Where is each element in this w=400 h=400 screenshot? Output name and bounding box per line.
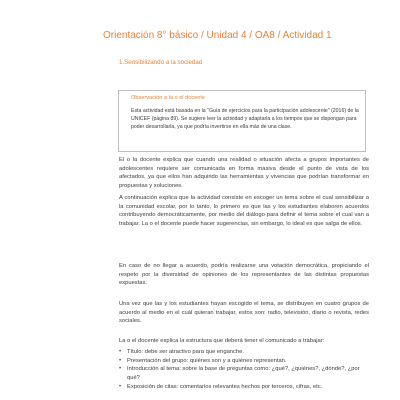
bullet-icon: • [119,383,122,390]
observation-text: Esta actividad está basada en la "Guía de ejercicios para la participación adolescente" (2016) de la UNICEF (página 89). Se sugiere leer la actividad y adaptarla a los tiempos que se dispongan para poder desarrollarla, ya que podría invertirse en ella más de una clase. [131,108,359,130]
paragraph-structure: La o el docente explica la estructura que deberá tener el comunicado a trabajar: [119,338,325,344]
bullet-icon: • [119,366,122,373]
teacher-observation-box [118,90,366,152]
bullet-icon: • [119,357,122,364]
bullet-icon: • [119,349,122,355]
list-item [119,348,369,357]
document-title: Orientación 8° básico / Unidad 4 / OA8 / Actividad 1 [103,30,332,41]
paragraph-vote: En caso de no llegar a acuerdo, podría realizarse una votación democrática, propiciando el respeto por la diversidad de opiniones de los representantes de las distintas propuestas expuestas. [119,263,369,287]
paragraph-groups: Una vez que las y los estudiantes hayan escogido el tema, se distribuyen en cuatro grupos de acuerdo al medio en el cuál quieran trabajar, estos son: radio, televisión, diario o revista, redes sociales. [119,301,369,325]
list-item [119,365,369,382]
list-item-text: Introducción al tema: sobre la base de preguntas como: ¿qué?, ¿quiénes?, ¿dónde?, ¿por qué? [127,366,360,382]
paragraph-activity: A continuación explica que la actividad consiste en escoger un tema sobre el cual sensibilizar a la comunidad escolar, por lo tanto, lo primero es que las y los estudiantes elaboren acuerdos contribuyendo democráticamente, por medio del diálogo para definir el tema sobre el cual van a trabajar. La o el docente puede hacer sugerencias, sin embargo, lo ideal es que salga de ellos. [119,195,369,227]
observation-title: Observación a la o el docente [131,95,206,101]
list-item-text: Presentación del grupo: quiénes son y a quiénes representan. [127,357,287,364]
list-item [119,383,369,392]
list-item-text: Título: debe ser atractivo para que enganche. [127,349,244,355]
list-item [119,357,369,366]
paragraph-intro: El o la docente explica que cuando una realidad o situación afecta a grupos importantes de adolescentes requiere ser comunicada en forma masiva desde el punto de vista de los afectados, ya que ellos han adquirido las herramientas y vivencias que podrían transformar en propuestas y soluciones. [119,157,369,189]
structure-list [119,348,369,392]
list-item-text: Exposición de citas: comentarios relevantes hechos por terceros, cifras, etc. [127,383,323,390]
section-heading: 1.Sensibilizando a la sociedad [119,59,203,66]
